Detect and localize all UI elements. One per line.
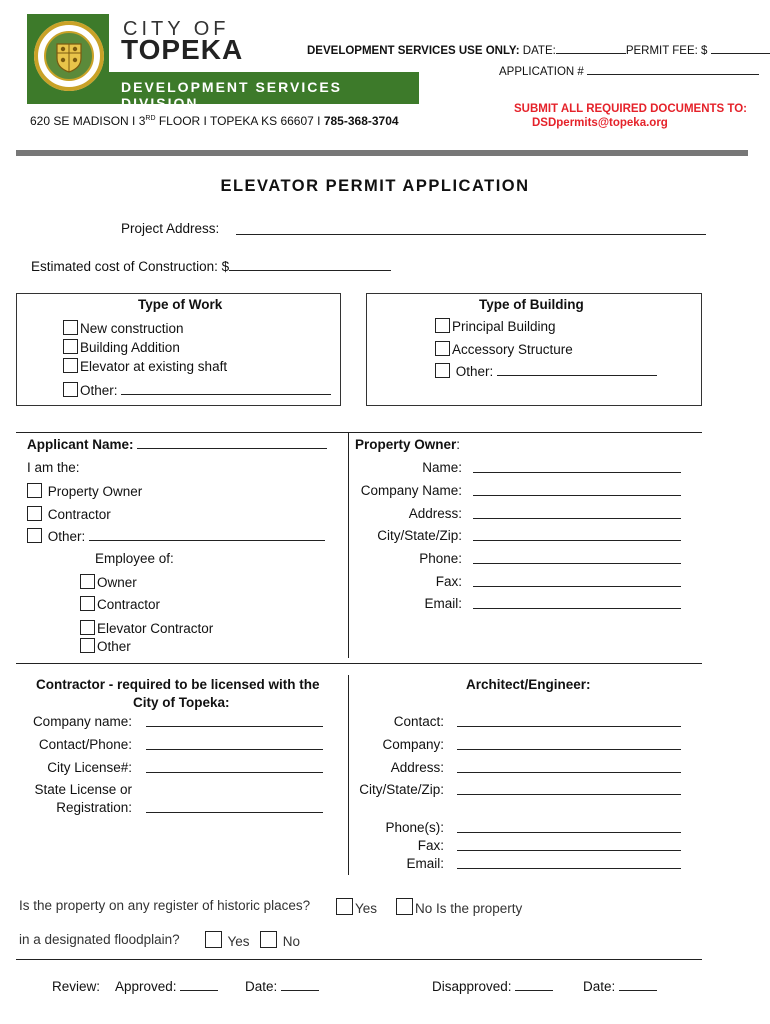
logo-city-of: CITY OF	[123, 18, 230, 40]
owner-email-field[interactable]	[473, 597, 681, 609]
floodplain-no-option[interactable]	[260, 931, 300, 949]
date-blank[interactable]	[556, 42, 626, 54]
approved-row	[115, 979, 218, 994]
owner-address-label: Address:	[408, 506, 462, 521]
applicant-option-label: Contractor	[47, 507, 111, 522]
disapproved-date-field[interactable]	[619, 979, 657, 991]
employee-option-contractor[interactable]	[80, 596, 160, 612]
architect-fax-field[interactable]	[457, 839, 681, 851]
applicant-name-row	[27, 437, 327, 452]
state-license-field[interactable]	[146, 801, 323, 813]
historic-yes-option[interactable]	[336, 898, 377, 916]
checkbox[interactable]	[27, 506, 42, 521]
office-phone: 785-368-3704	[323, 114, 399, 128]
architect-phone-field[interactable]	[457, 821, 681, 833]
architect-contact-field[interactable]	[457, 715, 681, 727]
application-label: APPLICATION #	[499, 66, 584, 78]
contractor-title-1: Contractor - required to be licensed with the	[36, 677, 320, 692]
architect-email-label: Email:	[406, 856, 444, 871]
work-option-other[interactable]	[63, 382, 331, 398]
checkbox[interactable]	[80, 620, 95, 635]
section-divider	[16, 959, 702, 960]
contractor-contact-field[interactable]	[146, 738, 323, 750]
type-of-building-title: Type of Building	[479, 297, 584, 312]
architect-company-label: Company:	[382, 737, 444, 752]
floodplain-yes-label: Yes	[227, 934, 250, 949]
employee-option-label: Contractor	[97, 597, 161, 612]
dollar-sign: $	[221, 259, 230, 274]
submit-line: SUBMIT ALL REQUIRED DOCUMENTS TO:	[514, 103, 747, 115]
project-address-row	[121, 221, 219, 236]
contractor-company-field[interactable]	[146, 715, 323, 727]
building-option-label: Accessory Structure	[452, 342, 573, 357]
owner-fax-label: Fax:	[435, 574, 462, 589]
employee-option-label: Other	[97, 639, 131, 654]
disapproved-row	[432, 979, 553, 994]
checkbox[interactable]	[205, 931, 222, 948]
architect-address-field[interactable]	[457, 761, 681, 773]
floodplain-no-label: No	[282, 934, 301, 949]
review-date-row	[245, 979, 319, 994]
property-owner-title	[355, 437, 460, 452]
review-date-field[interactable]	[281, 979, 319, 991]
building-option-label: Principal Building	[452, 319, 556, 334]
application-line	[499, 63, 759, 78]
form-title: ELEVATOR PERMIT APPLICATION	[220, 177, 530, 195]
approved-label: Approved:	[115, 979, 177, 994]
employee-of-label: Employee of:	[95, 551, 174, 566]
city-logo	[27, 14, 419, 111]
approved-field[interactable]	[180, 979, 218, 991]
employee-option-elevator-contractor[interactable]	[80, 620, 213, 636]
i-am-label: I am the:	[27, 460, 80, 475]
checkbox[interactable]	[435, 341, 450, 356]
disapproved-field[interactable]	[515, 979, 553, 991]
owner-company-field[interactable]	[473, 484, 681, 496]
owner-fax-field[interactable]	[473, 575, 681, 587]
historic-no-option[interactable]	[396, 898, 522, 916]
section-divider	[348, 432, 702, 433]
work-option-label: Building Addition	[80, 340, 180, 355]
address-sup: RD	[145, 115, 156, 122]
architect-city-state-zip-field[interactable]	[457, 783, 681, 795]
disapproved-date-label: Date:	[583, 979, 616, 994]
date-label: DATE:	[522, 45, 556, 57]
checkbox[interactable]	[27, 483, 42, 498]
floodplain-question: in a designated floodplain?	[19, 932, 180, 947]
checkbox[interactable]	[27, 528, 42, 543]
checkbox[interactable]	[80, 596, 95, 611]
employee-option-other[interactable]	[80, 638, 131, 654]
address-part-2: FLOOR I TOPEKA KS 66607 I	[155, 114, 324, 128]
architect-city-state-zip-label: City/State/Zip:	[359, 782, 444, 797]
architect-phone-label: Phone(s):	[385, 820, 444, 835]
header-divider	[16, 150, 748, 156]
owner-email-label: Email:	[424, 596, 462, 611]
state-license-label-2: Registration:	[56, 800, 132, 815]
checkbox[interactable]	[63, 320, 78, 335]
architect-email-field[interactable]	[457, 857, 681, 869]
owner-address-field[interactable]	[473, 507, 681, 519]
applicant-name-label: Applicant Name:	[27, 437, 134, 452]
checkbox[interactable]	[63, 339, 78, 354]
architect-fax-label: Fax:	[417, 838, 444, 853]
work-option-label: Elevator at existing shaft	[80, 359, 228, 374]
checkbox[interactable]	[80, 574, 95, 589]
work-option-existing-shaft[interactable]	[63, 358, 227, 374]
building-option-accessory[interactable]	[435, 341, 573, 357]
permit-fee-blank[interactable]	[711, 42, 770, 54]
employee-option-owner[interactable]	[80, 574, 137, 590]
use-only-label: DEVELOPMENT SERVICES USE ONLY:	[307, 45, 520, 57]
employee-option-label: Elevator Contractor	[97, 621, 214, 636]
estimated-cost-label: Estimated cost of Construction:	[31, 259, 218, 274]
applicant-option-label: Property Owner	[47, 484, 143, 499]
work-other-field[interactable]	[121, 383, 331, 395]
applicant-name-field[interactable]	[137, 437, 327, 449]
logo-topeka: TOPEKA	[121, 34, 244, 65]
architect-address-label: Address:	[390, 760, 444, 775]
historic-yes-label: Yes	[355, 901, 378, 916]
applicant-option-other[interactable]	[27, 528, 325, 544]
work-option-new[interactable]	[63, 320, 184, 336]
applicant-other-field[interactable]	[89, 529, 325, 541]
review-date-label: Date:	[245, 979, 278, 994]
property-owner-colon: :	[456, 437, 461, 452]
applicant-other-label: Other:	[47, 529, 86, 544]
owner-phone-label: Phone:	[419, 551, 462, 566]
contractor-company-label: Company name:	[32, 714, 132, 729]
architect-contact-label: Contact:	[393, 714, 444, 729]
checkbox[interactable]	[260, 931, 277, 948]
checkbox[interactable]	[80, 638, 95, 653]
use-only-line	[307, 42, 770, 57]
work-option-label: New construction	[80, 321, 184, 336]
disapproved-date-row	[583, 979, 657, 994]
contractor-license-field[interactable]	[146, 761, 323, 773]
city-seal-icon	[33, 20, 105, 92]
division-banner-text: DEVELOPMENT SERVICES DIVISION	[121, 79, 343, 111]
employee-option-label: Owner	[97, 575, 137, 590]
architect-company-field[interactable]	[457, 738, 681, 750]
type-of-work-title: Type of Work	[138, 297, 223, 312]
applicant-option-contractor[interactable]	[27, 506, 111, 522]
checkbox[interactable]	[63, 358, 78, 373]
section-divider	[16, 432, 348, 433]
disapproved-label: Disapproved:	[432, 979, 512, 994]
building-other-label: Other:	[455, 364, 494, 379]
contractor-license-label: City License#:	[47, 760, 132, 775]
estimated-cost-row	[31, 259, 391, 274]
owner-city-state-zip-field[interactable]	[473, 529, 681, 541]
owner-city-state-zip-label: City/State/Zip:	[377, 528, 462, 543]
estimated-cost-field[interactable]	[229, 259, 391, 271]
building-option-other[interactable]	[435, 363, 657, 379]
owner-name-label: Name:	[422, 460, 462, 475]
architect-title: Architect/Engineer:	[466, 677, 591, 692]
historic-question: Is the property on any register of historic places?	[19, 898, 311, 913]
owner-name-field[interactable]	[473, 461, 681, 473]
floodplain-yes-option[interactable]	[205, 931, 250, 949]
review-label: Review:	[52, 979, 101, 994]
application-blank[interactable]	[587, 63, 759, 75]
state-license-label-1: State License or	[34, 782, 132, 797]
applicant-option-owner[interactable]	[27, 483, 142, 499]
checkbox[interactable]	[63, 382, 78, 397]
contractor-contact-label: Contact/Phone:	[38, 737, 132, 752]
owner-phone-field[interactable]	[473, 552, 681, 564]
property-owner-title-text: Property Owner	[355, 437, 457, 452]
work-other-label: Other:	[80, 383, 118, 398]
building-option-principal[interactable]	[435, 318, 556, 334]
checkbox[interactable]	[435, 318, 450, 333]
project-address-field[interactable]	[236, 223, 706, 235]
section-divider	[16, 663, 702, 664]
submit-email[interactable]: DSDpermits@topeka.org	[532, 117, 668, 129]
checkbox[interactable]	[396, 898, 413, 915]
office-address	[30, 114, 399, 128]
checkbox[interactable]	[336, 898, 353, 915]
historic-no-label: No Is the property	[415, 901, 523, 916]
address-part-1: 620 SE MADISON I 3	[30, 114, 146, 128]
project-address-label: Project Address:	[121, 221, 220, 236]
building-other-field[interactable]	[497, 364, 657, 376]
checkbox[interactable]	[435, 363, 450, 378]
owner-company-label: Company Name:	[360, 483, 462, 498]
work-option-addition[interactable]	[63, 339, 180, 355]
contractor-title-2: City of Topeka:	[133, 695, 230, 710]
permit-fee-label: PERMIT FEE: $	[625, 45, 708, 57]
